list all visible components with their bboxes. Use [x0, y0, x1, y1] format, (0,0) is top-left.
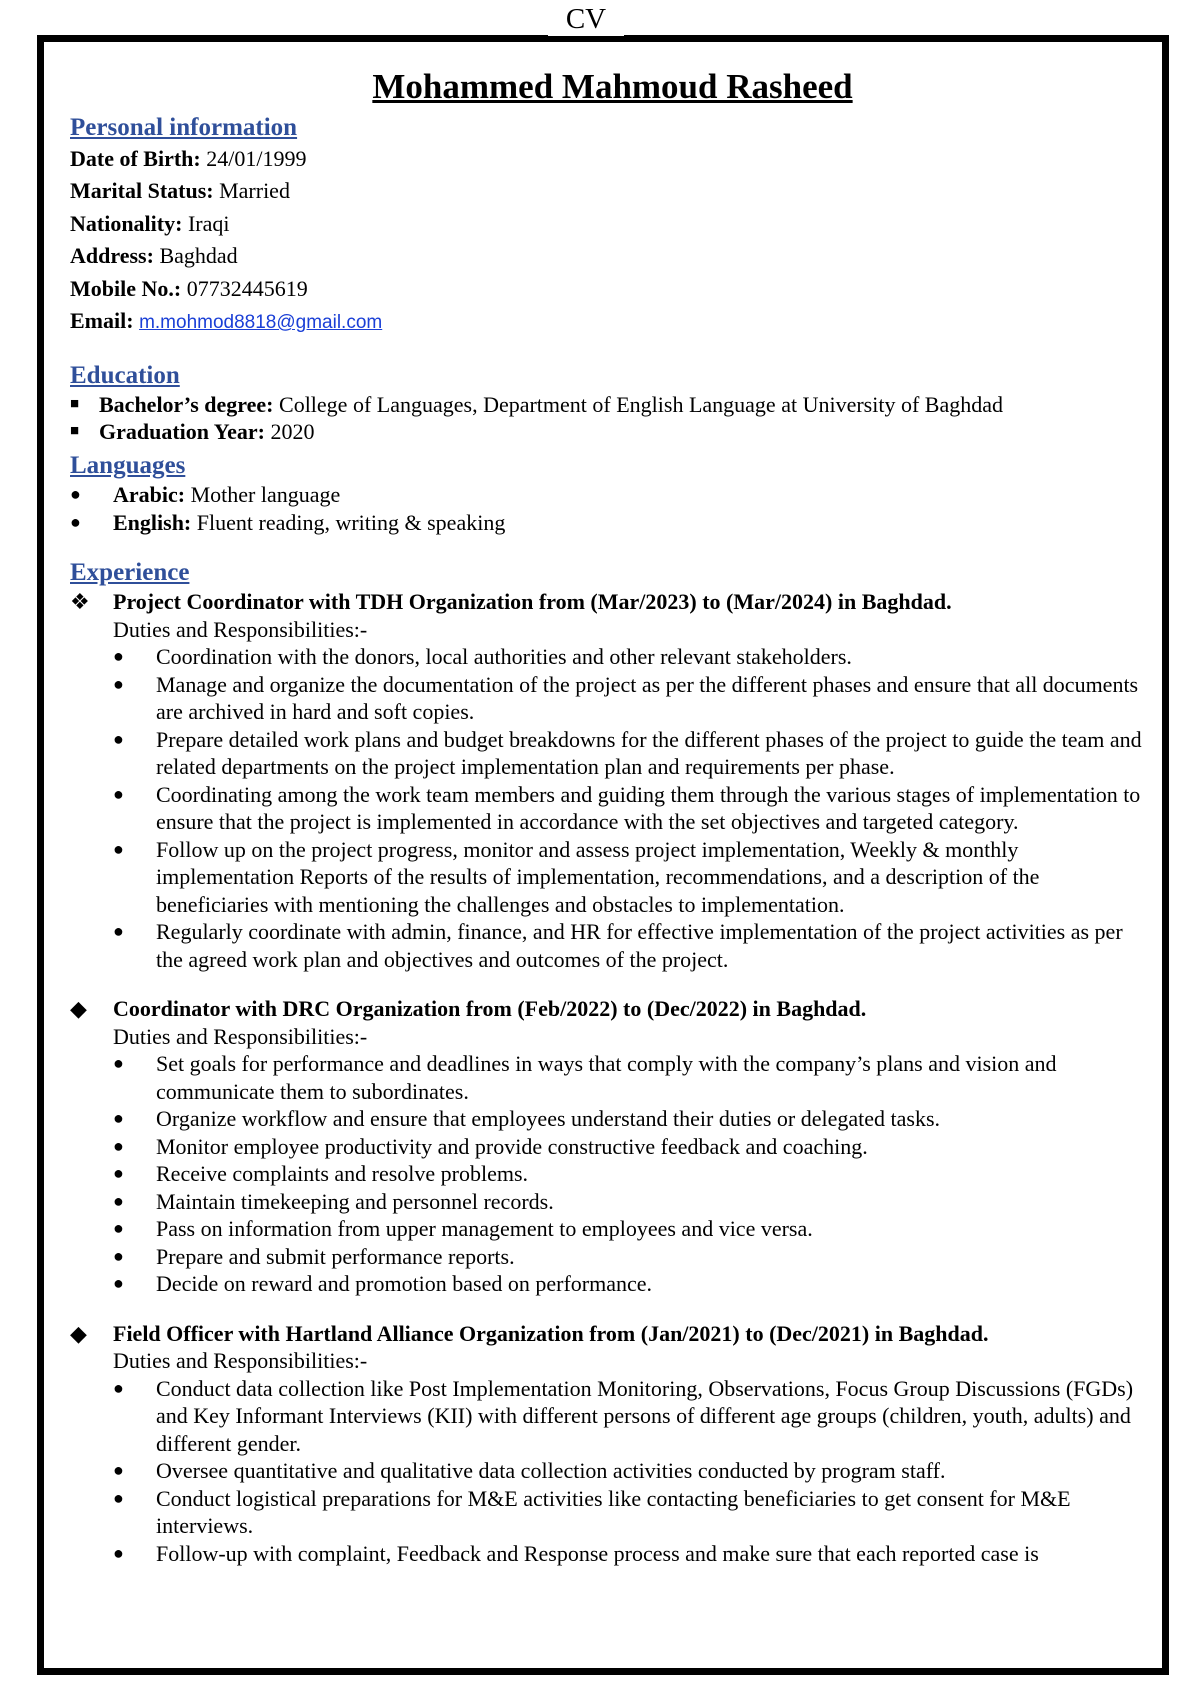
duty-item: ● Organize workflow and ensure that employees understand their duties or delegated tasks. — [113, 1106, 941, 1132]
address-row — [70, 240, 1155, 272]
bullet-icon: ● — [113, 1487, 124, 1508]
bullet-icon: ● — [113, 1108, 124, 1129]
job-title: ❖ Project Coordinator with TDH Organization from (Mar/2023) to (Mar/2024) in Baghdad. — [70, 589, 952, 615]
mobile-label: Mobile No.: — [70, 275, 182, 301]
duties-label: Duties and Responsibilities:- — [113, 1023, 368, 1049]
cv-content — [70, 67, 1155, 1567]
nationality-label: Nationality: — [70, 210, 183, 236]
language-label: English: — [113, 509, 192, 535]
nationality-value: Iraqi — [187, 210, 230, 236]
dob-value: 24/01/1999 — [206, 146, 307, 171]
duty-item: ● Set goals for performance and deadlines in ways that comply with the company’s plans and vision and communicate them to subordinates. — [113, 1051, 1057, 1104]
duty-item: ● Prepare and submit performance reports. — [113, 1243, 515, 1269]
bullet-icon: ● — [113, 728, 124, 749]
bullet-icon: ● — [113, 1377, 124, 1398]
experience-heading: Experience — [70, 559, 190, 587]
duty-item: ● Decide on reward and promotion based on performance. — [113, 1271, 653, 1297]
bullet-icon: ● — [113, 646, 124, 667]
bullet-icon: ● — [113, 1135, 124, 1156]
bullet-icon: ● — [113, 783, 124, 804]
education-label: Graduation Year: — [99, 419, 266, 445]
bullet-icon: ● — [113, 673, 124, 694]
language-value: Mother language — [190, 482, 341, 508]
nationality-row — [70, 208, 1155, 240]
language-value: Fluent reading, writing & speaking — [196, 509, 506, 535]
duty-item: ● Follow-up with complaint, Feedback and Response process and make sure that each reported case is — [113, 1540, 1039, 1566]
duties-label: Duties and Responsibilities:- — [113, 1348, 368, 1374]
duty-item: ● Follow up on the project progress, monitor and assess project implementation, Weekly & monthly implementation Reports of the results of implementation, recommendations, and a description of the beneficiaries with mentioning the challenges and obstacles to implementation. — [113, 836, 1040, 917]
education-heading: Education — [70, 362, 180, 390]
languages-list — [70, 481, 1155, 536]
duty-item: ● Manage and organize the documentation of the project as per the different phases and ensure that all documents are archived in hard and soft copies. — [113, 671, 1139, 725]
job-title: ◆ Field Officer with Hartland Alliance Organization from (Jan/2021) to (Dec/2021) in Baghdad. — [70, 1320, 989, 1346]
candidate-name: Mohammed Mahmoud Rasheed — [372, 67, 853, 106]
page-frame — [37, 35, 1169, 1675]
square-bullet-icon: ■ — [70, 396, 80, 413]
bullet-icon: ● — [113, 1245, 124, 1266]
diamond-bullet-icon: ◆ — [70, 996, 87, 1022]
marital-label: Marital Status: — [70, 178, 214, 204]
mobile-value: 07732445619 — [186, 275, 308, 301]
duty-item: ● Conduct logistical preparations for M&E activities like contacting beneficiaries to get consent for M&E interviews. — [113, 1485, 1071, 1539]
duty-item: ● Pass on information from upper management to employees and vice versa. — [113, 1216, 813, 1242]
bullet-icon: ● — [113, 838, 124, 859]
address-label: Address: — [70, 243, 154, 269]
marital-value: Married — [219, 178, 290, 204]
duty-item: ● Coordination with the donors, local authorities and other relevant stakeholders. — [113, 644, 852, 670]
duty-item: ● Oversee quantitative and qualitative data collection activities conducted by program staff. — [113, 1458, 946, 1484]
diamond-bullet-icon: ◆ — [70, 1320, 87, 1346]
languages-heading: Languages — [70, 452, 186, 480]
bullet-icon: ● — [113, 1273, 124, 1294]
education-item — [70, 391, 1155, 418]
bullet-icon: ● — [113, 921, 124, 942]
personal-info-heading: Personal information — [70, 114, 298, 141]
email-row — [70, 305, 1155, 339]
language-item — [70, 509, 1155, 537]
mobile-row — [70, 273, 1155, 305]
duty-item: ● Regularly coordinate with admin, finance, and HR for effective implementation of the project activities as per the agreed work plan and objectives and outcomes of the project. — [113, 919, 1123, 972]
email-link[interactable]: m.mohmod8818@gmail.com — [139, 312, 383, 334]
marital-row — [70, 175, 1155, 207]
education-value: College of Languages, Department of English Language at University of Baghdad — [279, 392, 1003, 418]
bullet-icon: ● — [70, 511, 81, 532]
duty-item: ● Conduct data collection like Post Implementation Monitoring, Observations, Focus Group Discussions (FGDs) and Key Informant Interviews (KII) with different persons of different age groups (children, youth, adults) and different gender. — [113, 1375, 1134, 1456]
cv-header: CV — [548, 2, 624, 36]
education-value: 2020 — [270, 419, 315, 445]
duty-item: ● Prepare detailed work plans and budget breakdowns for the different phases of the project to guide the team and related departments on the project implementation plan and requirements per phase. — [113, 726, 1142, 780]
bullet-icon: ● — [113, 1053, 124, 1074]
education-list — [70, 391, 1155, 445]
job-title: ◆ Coordinator with DRC Organization from (Feb/2022) to (Dec/2022) in Baghdad. — [70, 996, 867, 1022]
bullet-icon: ● — [113, 1542, 124, 1563]
bullet-icon: ● — [113, 1218, 124, 1239]
education-item — [70, 418, 1155, 445]
education-label: Bachelor’s degree: — [99, 392, 274, 418]
bullet-icon: ● — [113, 1460, 124, 1481]
bullet-icon: ● — [113, 1163, 124, 1184]
square-bullet-icon: ■ — [70, 423, 80, 440]
duty-item: ● Receive complaints and resolve problems. — [113, 1161, 529, 1187]
address-value: Baghdad — [159, 243, 238, 269]
duty-item: ● Maintain timekeeping and personnel records. — [113, 1188, 554, 1214]
diamond-bullet-icon: ❖ — [70, 589, 90, 615]
email-label: Email: — [70, 308, 134, 334]
duty-item: ● Coordinating among the work team members and guiding them through the various stages of implementation to ensure that the project is implemented in accordance with the set objectives and targeted category. — [113, 781, 1141, 835]
language-item — [70, 481, 1155, 509]
duty-item: ● Monitor employee productivity and provide constructive feedback and coaching. — [113, 1133, 868, 1159]
language-label: Arabic: — [113, 482, 186, 508]
bullet-icon: ● — [113, 1190, 124, 1211]
dob-row — [70, 143, 1155, 175]
duties-label: Duties and Responsibilities:- — [113, 616, 368, 642]
bullet-icon: ● — [70, 484, 81, 505]
dob-label: Date of Birth: — [70, 146, 201, 171]
